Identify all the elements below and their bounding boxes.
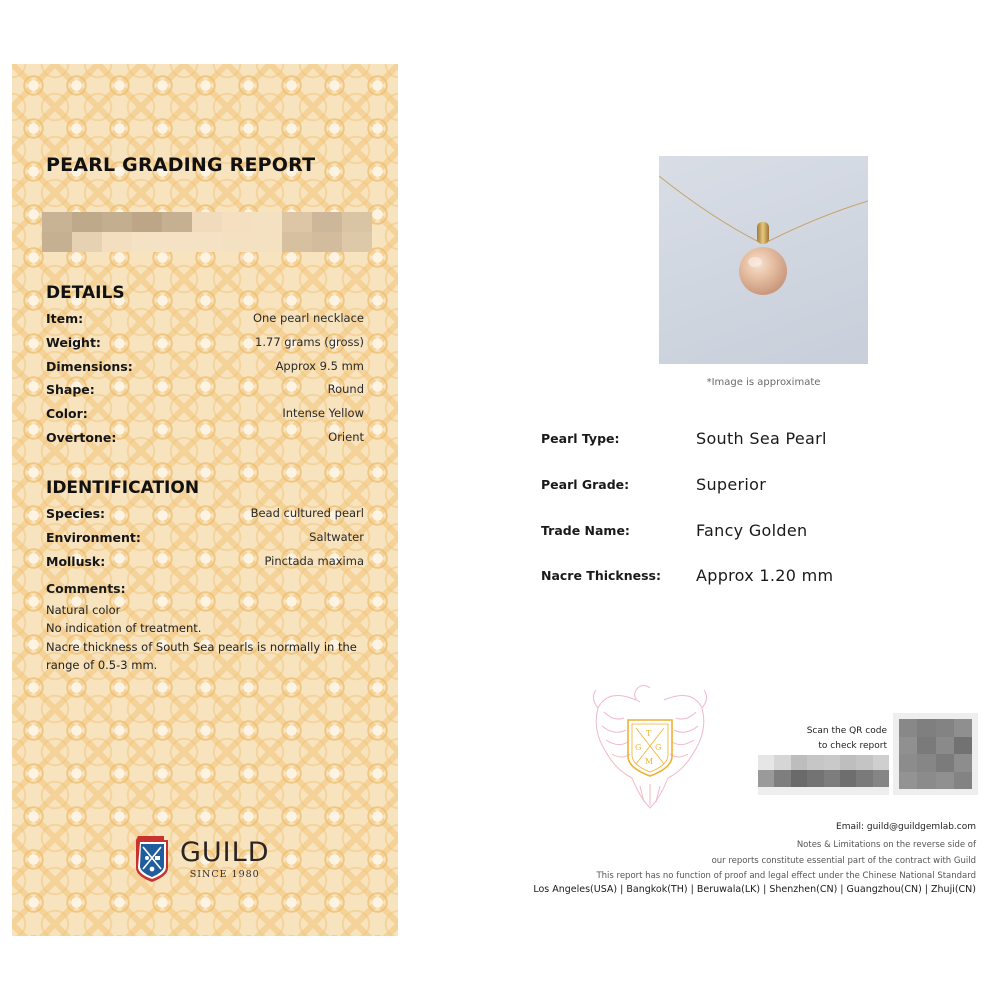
detail-row-overtone: Overtone: Orient [46, 429, 364, 445]
spec-row-pearl-grade: Pearl Grade: Superior [541, 475, 767, 494]
photo-caption: *Image is approximate [706, 377, 821, 388]
report-title: PEARL GRADING REPORT [46, 154, 316, 176]
footer-note: This report has no function of proof and legal effect under the Chinese National Standard [596, 871, 976, 881]
detail-row-weight: Weight: 1.77 grams (gross) [46, 334, 364, 350]
contact-email: Email: guild@guildgemlab.com [836, 822, 976, 832]
certificate-panel [12, 64, 398, 936]
detail-row-color: Color: Intense Yellow [46, 405, 364, 421]
comments-label: Comments: [46, 581, 126, 596]
ident-row-species: Species: Bead cultured pearl [46, 505, 364, 521]
pearl-necklace-image [659, 156, 868, 364]
lab-locations: Los Angeles(USA) | Bangkok(TH) | Beruwala(LK) | Shenzhen(CN) | Guangzhou(CN) | Zhuji(CN) [533, 884, 976, 895]
logo-wordmark: GUILD [180, 836, 270, 868]
detail-row-dimensions: Dimensions: Approx 9.5 mm [46, 358, 364, 374]
guild-logo [134, 830, 269, 888]
logo-tagline: SINCE 1980 [189, 868, 260, 880]
comment-line: No indication of treatment. [46, 621, 202, 635]
comment-line: Nacre thickness of South Sea pearls is normally in the [46, 640, 357, 654]
shield-crest-icon [134, 834, 170, 884]
details-heading: DETAILS [46, 283, 125, 303]
footer-note: Notes & Limitations on the reverse side of [796, 840, 976, 850]
ident-row-environment: Environment: Saltwater [46, 529, 364, 545]
spec-row-pearl-type: Pearl Type: South Sea Pearl [541, 429, 827, 448]
detail-row-item: Item: One pearl necklace [46, 310, 364, 326]
scan-instructions: Scan the QR code to check report [806, 726, 887, 751]
svg-text:T: T [646, 729, 652, 738]
spec-row-trade-name: Trade Name: Fancy Golden [541, 521, 808, 540]
product-photo [659, 156, 868, 364]
footer-note: our reports constitute essential part of the contract with Guild [711, 856, 976, 866]
eagle-crest-icon [588, 678, 712, 812]
redacted-report-code [758, 755, 889, 795]
svg-text:G: G [635, 743, 642, 752]
svg-text:G: G [655, 743, 662, 752]
comment-line: range of 0.5-3 mm. [46, 658, 158, 672]
qr-code[interactable] [893, 713, 978, 795]
redacted-report-number [42, 212, 372, 252]
identification-heading: IDENTIFICATION [46, 478, 200, 498]
comment-line: Natural color [46, 603, 121, 617]
spec-row-nacre-thickness: Nacre Thickness: Approx 1.20 mm [541, 566, 834, 585]
detail-row-shape: Shape: Round [46, 381, 364, 397]
svg-text:M: M [645, 757, 654, 766]
ident-row-mollusk: Mollusk: Pinctada maxima [46, 553, 364, 569]
